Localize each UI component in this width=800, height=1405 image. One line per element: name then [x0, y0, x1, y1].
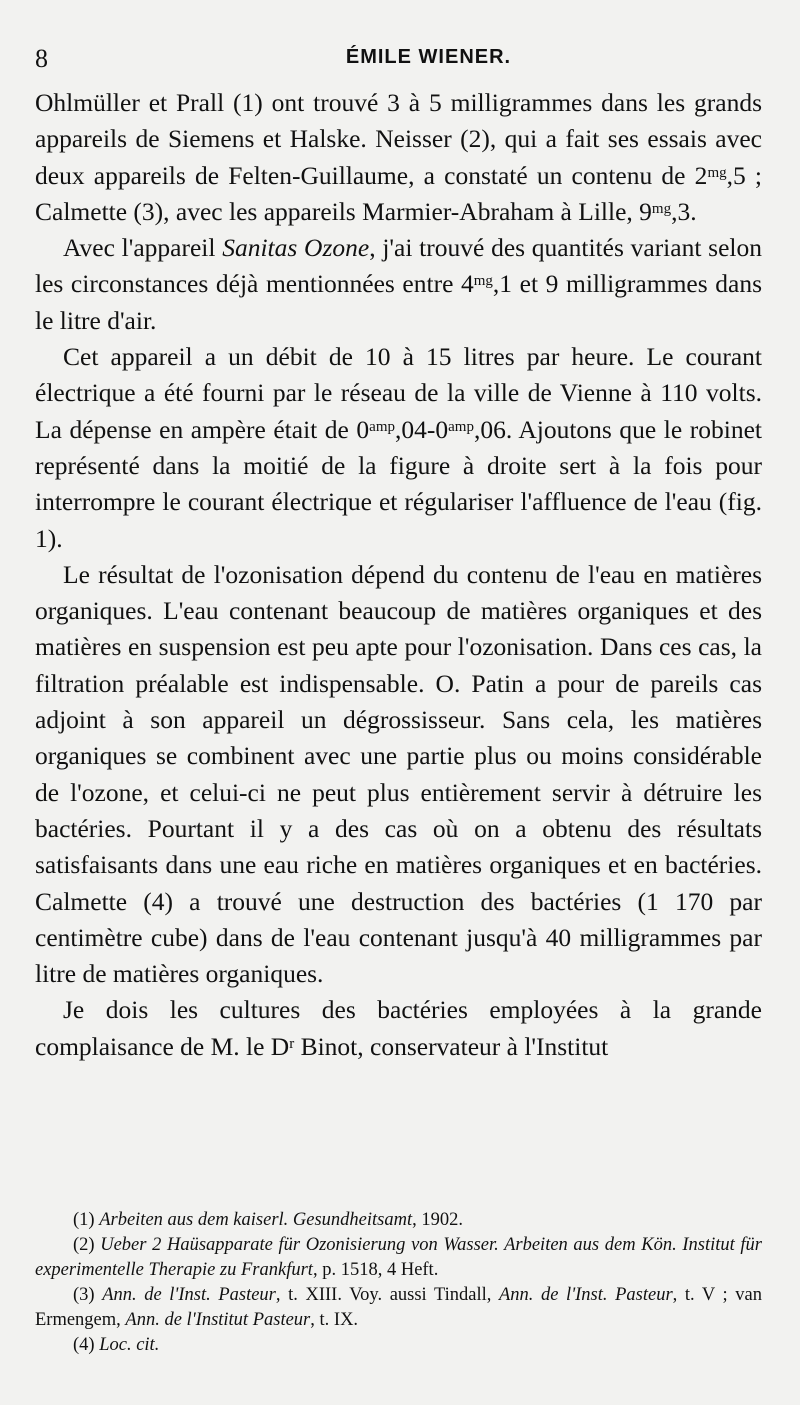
text-run: Ohlmüller et Prall (1) ont trouvé 3 à 5 milligrammes dans les grands appareils de Siemens et Halske. Neisser (2), qui a fait ses essais avec deux appareils de Felten-Guillaume, a constaté un contenu de 2: [35, 88, 762, 190]
footnote-citation: Arbeiten aus dem kaiserl. Gesundheitsamt: [99, 1210, 413, 1230]
text-run: ,5 ; Calmette (3), avec les appareils Marmier-Abraham à Lille, 9: [35, 160, 762, 226]
footnote-citation: Ann. de l'Institut Pasteur: [125, 1310, 311, 1330]
footnote-text: , t. IX.: [310, 1310, 359, 1330]
footnote-3: [35, 1283, 762, 1333]
footnote-1: [35, 1208, 762, 1233]
text-run: Je dois les cultures des bactéries employées à la grande complaisance de M. le D: [35, 995, 762, 1061]
footnote-text: , t. XIII. Voy. aussi Tindall,: [275, 1285, 499, 1305]
superscript-unit: amp: [369, 418, 395, 435]
footnote-text: , t. V ; van Ermengem,: [35, 1285, 762, 1330]
text-run: Avec l'appareil: [63, 233, 223, 263]
superscript-unit: mg: [707, 164, 727, 181]
text-run: ,3.: [671, 196, 697, 226]
footnote-4: [35, 1333, 762, 1358]
paragraph-3: [35, 339, 762, 557]
footnote-mark: (2): [73, 1235, 95, 1255]
footnote-citation: Ann. de l'Inst. Pasteur: [102, 1285, 276, 1305]
paragraph-1: [35, 85, 762, 230]
footnote-mark: (3): [73, 1285, 95, 1305]
text-run: ,06. Ajoutons que le robinet représenté dans la moitié de la figure à droite sert à la fois pour interrompre le courant électrique et régulariser l'affluence de l'eau (fig. 1).: [35, 414, 762, 553]
footnote-text: , p. 1518, 4 Heft.: [312, 1260, 439, 1280]
text-run: ,1 et 9 milligrammes dans le litre d'air.: [35, 269, 762, 335]
footnotes: [35, 1208, 762, 1358]
page-header: [35, 44, 762, 76]
superscript-unit: mg: [473, 273, 493, 290]
paragraph-5: [35, 992, 762, 1065]
paragraph-2: [35, 230, 762, 339]
footnote-mark: (4): [73, 1335, 95, 1355]
superscript-abbrev: r: [289, 1035, 295, 1052]
footnote-mark: (1): [73, 1210, 95, 1230]
italic-term: Sanitas Ozone: [222, 233, 370, 263]
text-run: Binot, conservateur à l'Institut: [294, 1031, 609, 1061]
page-number: 8: [35, 44, 48, 73]
footnote-2: [35, 1233, 762, 1283]
footnote-citation: Ueber 2 Haüsapparate für Ozonisierung von Wasser. Arbeiten aus dem Kön. Institut für experimentelle Therapie zu Frankfurt: [35, 1235, 763, 1280]
footnote-citation: Ann. de l'Inst. Pasteur: [498, 1285, 673, 1305]
text-run: Cet appareil a un débit de 10 à 15 litres par heure. Le courant électrique a été fourni par le réseau de la ville de Vienne à 110 volts. La dépense en ampère était de 0: [35, 342, 762, 444]
main-text: [35, 85, 762, 1065]
superscript-unit: mg: [651, 200, 672, 217]
text-run: ,04-0: [395, 414, 449, 444]
footnote-text: , 1902.: [412, 1210, 463, 1230]
paragraph-4: Le résultat de l'ozonisation dépend du contenu de l'eau en matières organiques. L'eau contenant beaucoup de matières organiques et des matières en suspension est peu apte pour l'ozonisation. Dans ces cas, la filtration préalable est indispensable. O. Patin a pour de pareils cas adjoint à son appareil un dégrossisseur. Sans cela, les matières organiques se combinent avec une partie plus ou moins considérable de l'ozone, et celui-ci ne peut plus entièrement servir à détruire les bactéries. Pourtant il y a des cas où on a obtenu des résultats satisfaisants dans une eau riche en matières organiques et en bactéries. Calmette (4) a trouvé une destruction des bactéries (1 170 par centimètre cube) dans de l'eau contenant jusqu'à 40 milligrammes par litre de matières organiques.: [35, 559, 762, 989]
running-title: ÉMILE WIENER.: [345, 46, 512, 68]
superscript-unit: amp: [448, 418, 474, 435]
text-run: , j'ai trouvé des quantités variant selon les circonstances déjà mentionnées entre 4: [35, 233, 762, 299]
footnote-citation: Loc. cit.: [99, 1335, 160, 1355]
